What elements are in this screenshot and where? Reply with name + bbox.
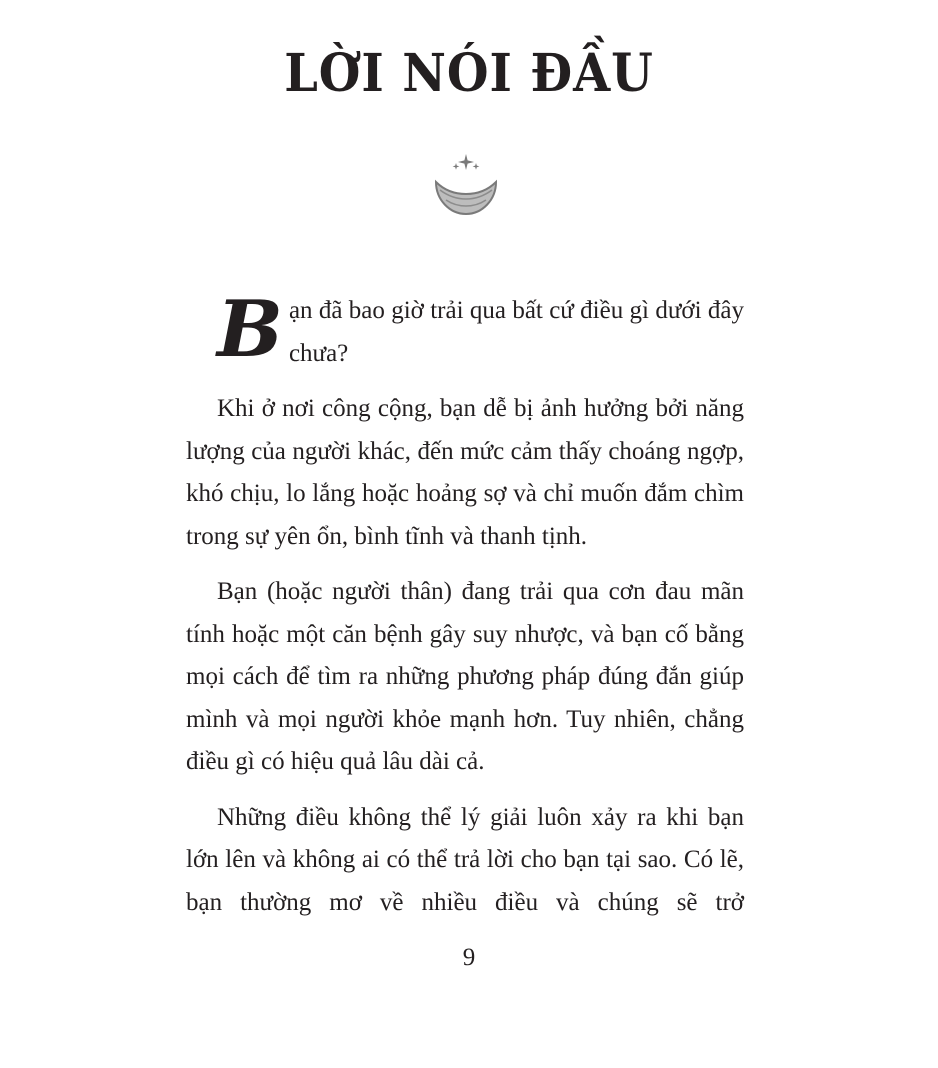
- crescent-moon-icon: [430, 150, 502, 222]
- paragraph-2: Khi ở nơi công cộng, bạn dễ bị ảnh hưởng bởi năng lượng của người khác, đến mức cảm thấy choáng ngợp, khó chịu, lo lắng hoặc hoảng sợ và chỉ muốn đắm chìm trong sự yên ổn, bình tĩnh và thanh tịnh.: [186, 395, 744, 550]
- paragraph-1-text: ạn đã bao giờ trải qua bất cứ điều gì dưới đây chưa?: [288, 297, 744, 367]
- chapter-title: LỜI NÓI ĐẦU: [284, 43, 654, 104]
- stars-icon: [453, 154, 480, 170]
- dropcap-letter: B: [217, 284, 283, 375]
- page-number: 9: [462, 944, 476, 971]
- paragraph-4: Những điều không thể lý giải luôn xảy ra khi bạn lớn lên và không ai có thể trả lời cho bạn tại sao. Có lẽ, bạn thường mơ về nhiều điều và chúng sẽ trở: [186, 803, 744, 916]
- paragraph-3: Bạn (hoặc người thân) đang trải qua cơn đau mãn tính hoặc một căn bệnh gây suy nhược, và bạn cố bằng mọi cách để tìm ra những phương pháp đúng đắn giúp mình và mọi người khỏe mạnh hơn. Tuy nhiên, chẳng điều gì có hiệu quả lâu dài cả.: [186, 578, 744, 775]
- preface-body: [186, 284, 744, 937]
- paragraph-1: [186, 284, 744, 375]
